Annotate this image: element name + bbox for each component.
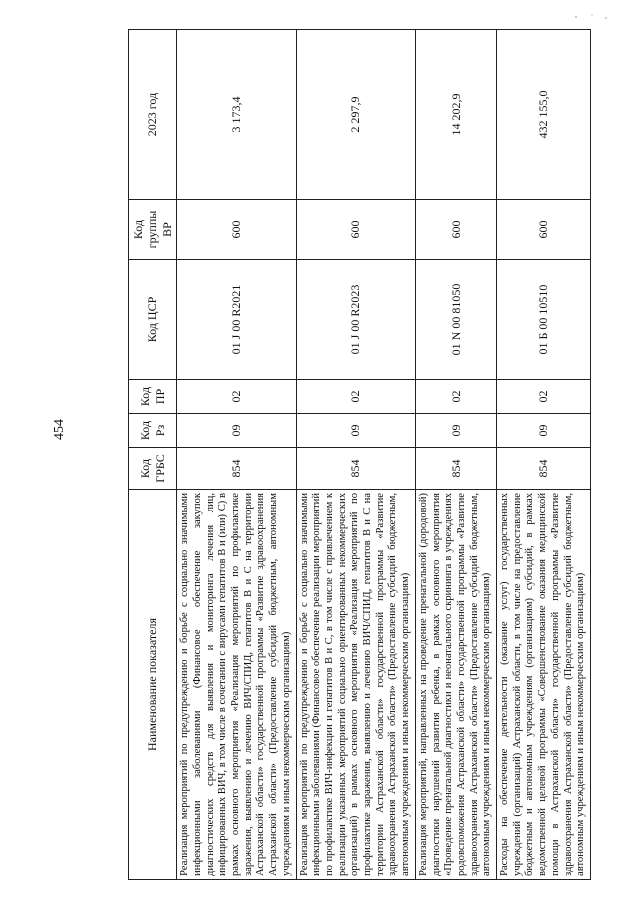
row-pr: 02	[177, 380, 296, 414]
table-row	[415, 30, 496, 880]
rotated-table-container	[128, 30, 588, 880]
header-rz: Код Рз	[129, 414, 177, 448]
table-row	[497, 30, 591, 880]
row-csr: 01 J 00 R2021	[177, 260, 296, 380]
row-grbs: 854	[415, 448, 496, 490]
row-name: Реализация мероприятий по предупреждению и борьбе с социально значимыми инфекционными заболеваниями (Финансовое обеспечение реализации мероприятий по профилактике ВИЧ-инфекции и гепатитов В и С, в том числе с привлечением к реализации указанных мероприятий социально ориентированных некоммерческих организаций) в рамках основного мероприятия «Реализация мероприятий по профилактике заражения, выявлению и лечению ВИЧ/СПИД, гепатитов В и С на территории Астраханской области» государственной программы «Развитие здравоохранения Астраханской области» (Предоставление субсидий бюджетным, автономным учреждениям и иным некоммерческим организациям)	[296, 490, 415, 880]
table-row	[296, 30, 415, 880]
row-vr: 600	[296, 200, 415, 260]
row-csr: 01 Б 00 10510	[497, 260, 591, 380]
row-rz: 09	[177, 414, 296, 448]
row-name: Реализация мероприятий, направленных на проведение пренатальной (дородовой) диагностики нарушений развития ребенка, в рамках основного мероприятия «Проведение пренатальной диагностики и неонатального скрининга в учреждениях родовспоможения Астраханской области» государственной программы «Развитие здравоохранения Астраханской области» (Предоставление субсидий бюджетным, автономным учреждениям и иным некоммерческим организациям)	[415, 490, 496, 880]
row-vr: 600	[415, 200, 496, 260]
row-grbs: 854	[497, 448, 591, 490]
scan-specks	[572, 12, 612, 22]
row-pr: 02	[415, 380, 496, 414]
row-vr: 600	[497, 200, 591, 260]
header-grbs: Код ГРБС	[129, 448, 177, 490]
page-number: 454	[52, 419, 67, 440]
row-amount: 3 173,4	[177, 30, 296, 200]
header-year: 2023 год	[129, 30, 177, 200]
row-grbs: 854	[296, 448, 415, 490]
header-vr: Код группы ВР	[129, 200, 177, 260]
row-pr: 02	[497, 380, 591, 414]
row-csr: 01 J 00 R2023	[296, 260, 415, 380]
header-pr: Код ПР	[129, 380, 177, 414]
row-rz: 09	[497, 414, 591, 448]
row-amount: 432 155,0	[497, 30, 591, 200]
row-grbs: 854	[177, 448, 296, 490]
header-csr: Код ЦСР	[129, 260, 177, 380]
row-vr: 600	[177, 200, 296, 260]
row-amount: 14 202,9	[415, 30, 496, 200]
header-name: Наименование показателя	[129, 490, 177, 880]
row-rz: 09	[296, 414, 415, 448]
row-amount: 2 297,9	[296, 30, 415, 200]
row-name: Расходы на обеспечение деятельности (оказание услуг) государственных учреждений (организаций) Астраханской области, в том числе на предоставление бюджетным и автономным учреждениям (организациям) субсидий, в рамках ведомственной целевой программы «Совершенствование оказания медицинской помощи в Астраханской области» государственной программы «Развитие здравоохранения Астраханской области» (Предоставление субсидий бюджетным, автономным учреждениям и иным некоммерческим организациям)	[497, 490, 591, 880]
row-name: Реализация мероприятий по предупреждению и борьбе с социально значимыми инфекционными заболеваниями (Финансовое обеспечение закупок диагностических средств для выявления и мониторинга лечения лиц, инфицированных ВИЧ, в том числе в сочетании с вирусами гепатитов В и (или) С) в рамках основного мероприятия «Реализация мероприятий по профилактике заражения, выявлению и лечению ВИЧ/СПИД, гепатитов В и С на территории Астраханской области» государственной программы «Развитие здравоохранения Астраханской области» (Предоставление субсидий бюджетным, автономным учреждениям и иным некоммерческим организациям)	[177, 490, 296, 880]
table-row	[177, 30, 296, 880]
row-pr: 02	[296, 380, 415, 414]
row-csr: 01 N 00 81050	[415, 260, 496, 380]
row-rz: 09	[415, 414, 496, 448]
budget-table	[128, 29, 591, 880]
header-row	[129, 30, 177, 880]
